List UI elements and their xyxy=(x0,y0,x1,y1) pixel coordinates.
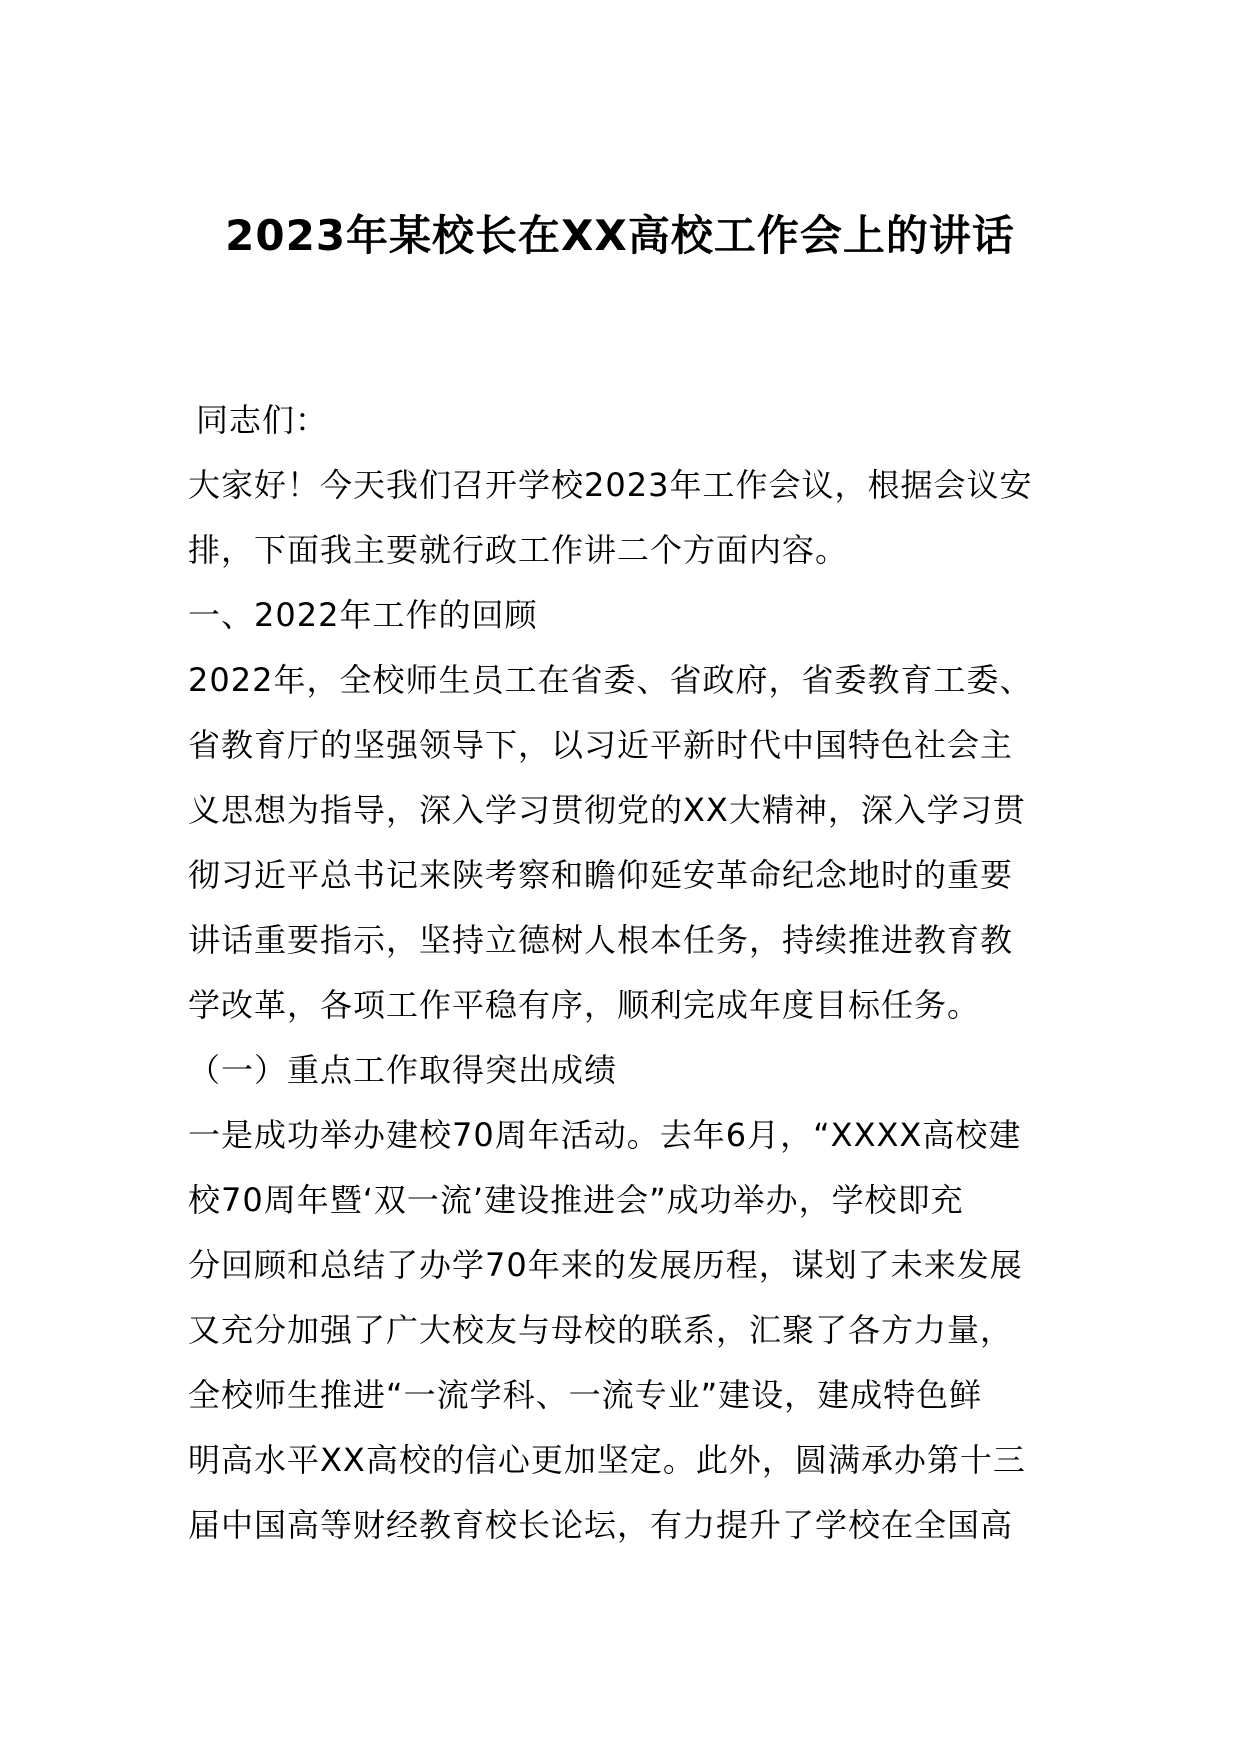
section-heading: 一、2022年工作的回顾 xyxy=(188,596,538,634)
body-line: 讲话重要指示，坚持立德树人根本任务，持续推进教育教 xyxy=(188,921,1014,959)
body-line: 全校师生推进“一流学科、一流专业”建设，建成特色鲜 xyxy=(188,1376,983,1414)
greeting-line: 同志们： xyxy=(196,401,329,439)
body-line: 排，下面我主要就行政工作讲二个方面内容。 xyxy=(188,531,849,569)
document-body xyxy=(188,388,1068,1558)
body-line: 一是成功举办建校70周年活动。去年6月，“XXXX高校建 xyxy=(188,1116,1022,1154)
body-line: 明高水平XX高校的信心更加坚定。此外，圆满承办第十三 xyxy=(188,1441,1026,1479)
body-line: 分回顾和总结了办学70年来的发展历程，谋划了未来发展 xyxy=(188,1246,1023,1284)
body-line: 学改革，各项工作平稳有序，顺利完成年度目标任务。 xyxy=(188,986,981,1024)
body-line: 义思想为指导，深入学习贯彻党的XX大精神，深入学习贯 xyxy=(188,791,1026,829)
body-line: 彻习近平总书记来陕考察和瞻仰延安革命纪念地时的重要 xyxy=(188,856,1014,894)
body-line: 2022年，全校师生员工在省委、省政府，省委教育工委、 xyxy=(188,661,1033,699)
body-line: 大家好！今天我们召开学校2023年工作会议，根据会议安 xyxy=(188,466,1033,504)
body-line: 届中国高等财经教育校长论坛，有力提升了学校在全国高 xyxy=(188,1506,1014,1544)
body-line: 又充分加强了广大校友与母校的联系，汇聚了各方力量， xyxy=(188,1311,1014,1349)
body-line: 省教育厅的坚强领导下，以习近平新时代中国特色社会主 xyxy=(188,726,1014,764)
subsection-heading: （一）重点工作取得突出成绩 xyxy=(188,1051,618,1089)
body-line: 校70周年暨‘双一流’建设推进会”成功举办，学校即充 xyxy=(188,1181,964,1219)
document-title: 2023年某校长在XX高校工作会上的讲话 xyxy=(225,211,1015,260)
